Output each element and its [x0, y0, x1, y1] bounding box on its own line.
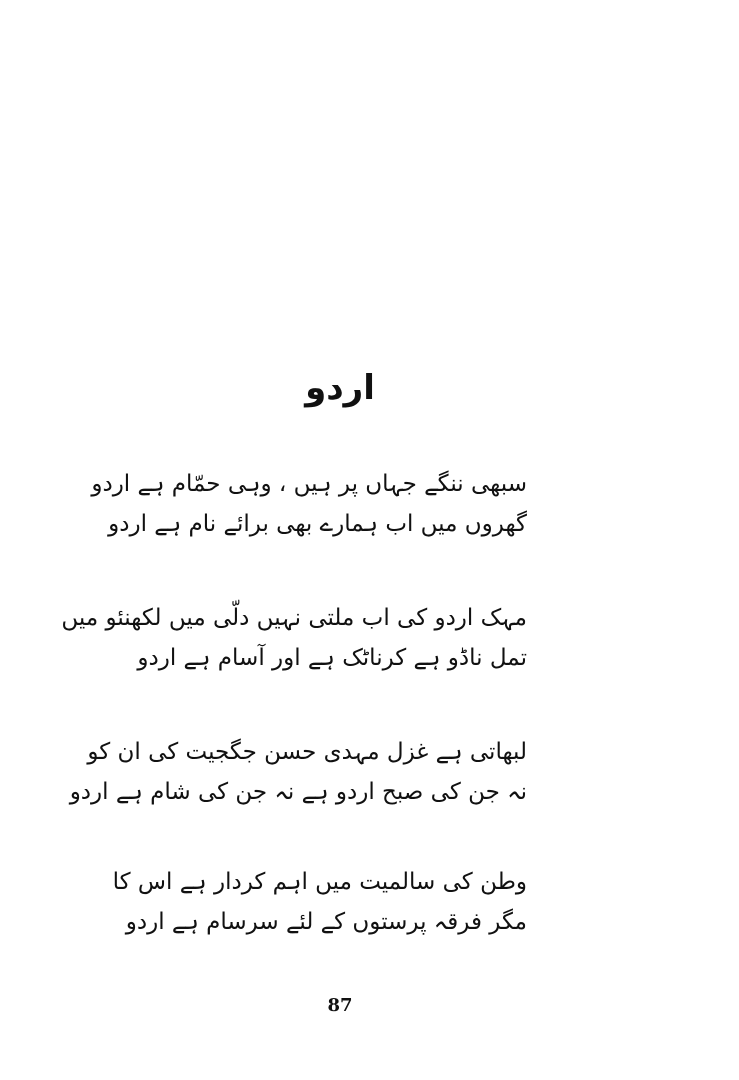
verse-line: سبھی ننگے جہاں پر ہیں ، وہی حمّام ہے اردو: [91, 471, 527, 497]
stanza-4: [112, 862, 527, 942]
verse-line: وطن کی سالمیت میں اہم کردار ہے اس کا: [112, 869, 527, 895]
stanza-3: [69, 732, 527, 812]
verse-line: لبھاتی ہے غزل مہدی حسن جگجیت کی ان کو: [87, 739, 527, 765]
verse-line: تمل ناڈو ہے کرناٹک ہے اور آسام ہے اردو: [137, 645, 527, 671]
stanza-2: [61, 598, 527, 678]
verse-line: نہ جن کی صبح اردو ہے نہ جن کی شام ہے اردو: [69, 779, 527, 805]
stanza-1: [91, 464, 527, 544]
verse-line: گھروں میں اب ہمارے بھی برائے نام ہے اردو: [108, 511, 527, 537]
verse-line: مگر فرقہ پرستوں کے لئے سرسام ہے اردو: [125, 909, 527, 935]
poem-title: اردو: [305, 368, 375, 408]
page-number: 87: [327, 995, 353, 1016]
verse-line: مہک اردو کی اب ملتی نہیں دلّی میں لکھنئو میں: [61, 605, 527, 631]
